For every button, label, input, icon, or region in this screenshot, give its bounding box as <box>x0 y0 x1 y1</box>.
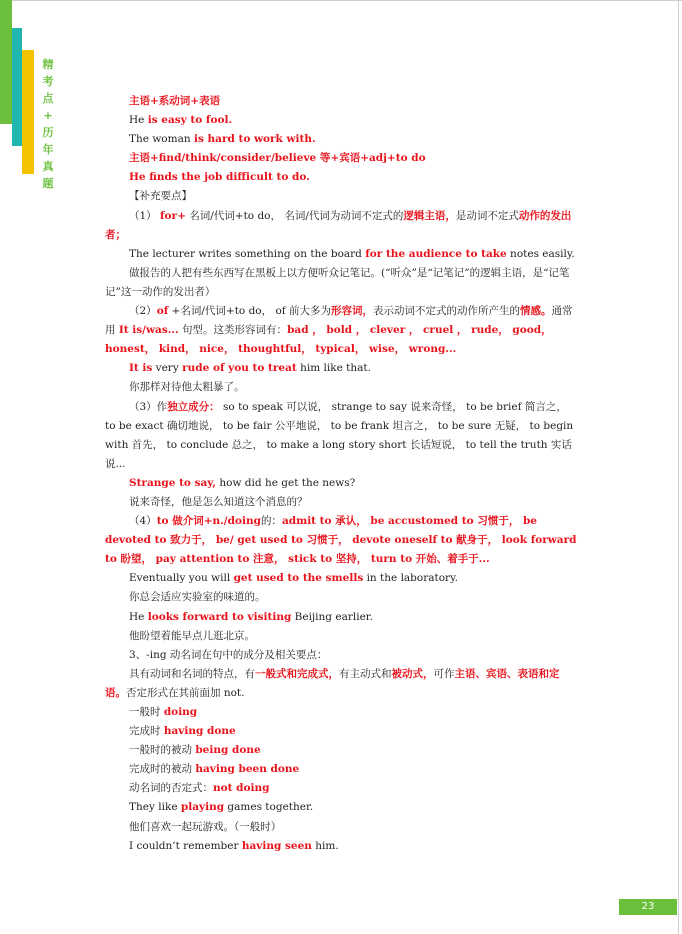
highlight-text: having seen <box>241 839 312 852</box>
body-text: 有主动式和 <box>339 667 392 680</box>
body-text: They like <box>129 801 181 814</box>
highlight-text: 独立成分： <box>167 400 220 413</box>
decor-bar-green <box>0 0 12 124</box>
highlight-text: 动作的发出者； <box>105 209 572 241</box>
highlight-text: looks forward to visiting <box>147 610 292 623</box>
highlight-text: rude of you to treat <box>182 362 297 375</box>
body-text: 完成时 <box>129 725 164 738</box>
text-paragraph <box>105 588 577 607</box>
text-paragraph <box>105 779 577 798</box>
body-text: 的： <box>260 515 282 528</box>
body-text: in the laboratory. <box>363 572 458 585</box>
body-text: The lecturer writes something on the board <box>129 247 366 260</box>
highlight-text: having done <box>163 725 236 738</box>
side-label-char: 考 <box>42 75 54 88</box>
text-paragraph <box>105 722 577 741</box>
body-text: （3）作 <box>129 400 168 413</box>
highlight-text: It is/was... <box>118 324 179 337</box>
highlight-text: is easy to fool. <box>147 114 233 127</box>
highlight-text: playing <box>180 801 225 814</box>
highlight-text: He finds the job difficult to do. <box>129 171 310 184</box>
text-paragraph <box>105 207 577 245</box>
highlight-text: 逻辑主语， <box>403 209 456 222</box>
text-paragraph <box>105 837 577 856</box>
body-text: notes easily. <box>506 247 575 260</box>
body-text: 【补充要点】 <box>129 190 192 203</box>
text-paragraph <box>105 130 577 149</box>
body-text: I couldn’t remember <box>129 839 242 852</box>
body-text: He <box>129 114 148 127</box>
body-text: 句型。这类形容词有： <box>178 324 288 337</box>
text-paragraph <box>105 245 577 264</box>
text-paragraph <box>105 512 577 569</box>
highlight-text: for the audience to take <box>365 247 507 260</box>
text-paragraph <box>105 378 577 397</box>
body-text: him like that. <box>296 362 371 375</box>
body-text: 是动词不定式 <box>455 209 519 222</box>
side-label-char: + <box>43 109 53 122</box>
body-text: 否定形式在其前面加 not. <box>126 686 245 699</box>
highlight-text: 情感。 <box>520 305 552 318</box>
text-paragraph <box>105 149 577 168</box>
text-paragraph <box>105 359 577 378</box>
text-paragraph <box>105 398 577 474</box>
highlight-text: admit to 承认， be accustomed to 习惯于， be devoted to 致力于， be/ get used to 习惯于， devote oneself to 献身于， look forward to 盼望， pay attention to 注意， stick to 坚持， turn to 开始、着手于... <box>105 515 577 566</box>
decor-bar-teal <box>12 28 22 146</box>
highlight-text: 主语+系动词+表语 <box>129 95 221 107</box>
text-paragraph <box>105 798 577 817</box>
body-text: 说来奇怪，他是怎么知道这个消息的？ <box>129 495 308 508</box>
side-label-char: 历 <box>42 126 54 139</box>
body-text: Eventually you will <box>129 572 234 585</box>
body-text: （2） <box>129 305 157 318</box>
text-paragraph <box>105 168 577 187</box>
body-text: 通常用 <box>105 305 573 337</box>
body-text: 一般时 <box>129 706 164 718</box>
highlight-text: get used to the smells <box>233 572 364 585</box>
highlight-text: 一般式和完成式， <box>255 667 339 680</box>
highlight-text: 被动式， <box>391 667 434 680</box>
body-text: +名词/代词+to do， of 前大多为 <box>168 305 331 318</box>
body-text: 动名词的否定式： <box>129 782 213 795</box>
text-paragraph <box>105 818 577 837</box>
text-paragraph <box>105 646 577 665</box>
body-text: Beijing earlier. <box>291 610 373 623</box>
highlight-text: being done <box>195 744 261 757</box>
text-paragraph <box>105 627 577 646</box>
text-paragraph <box>105 703 577 722</box>
text-paragraph <box>105 760 577 779</box>
body-text: how did he get the news? <box>216 476 356 489</box>
body-text: 你总会适应实验室的味道的。 <box>129 591 266 604</box>
body-text: 一般时的被动 <box>129 744 196 757</box>
right-rule <box>678 0 679 934</box>
side-label-char: 真 <box>42 160 54 173</box>
body-text: 完成时的被动 <box>129 763 196 776</box>
text-paragraph <box>105 302 577 359</box>
highlight-text: It is <box>129 362 153 375</box>
highlight-text: is hard to work with. <box>193 133 316 146</box>
text-paragraph <box>105 92 577 111</box>
text-paragraph <box>105 608 577 627</box>
highlight-text: 主语、宾语、表语和定语。 <box>105 667 560 699</box>
body-text: （4） <box>129 515 157 528</box>
body-text: very <box>152 362 183 375</box>
text-paragraph <box>105 493 577 512</box>
body-text: him. <box>311 839 339 852</box>
body-text: 做报告的人把有些东西写在黑板上以方便听众记笔记。(“听众”是“记笔记”的逻辑主语，是“记笔记”这一动作的发出者） <box>105 266 570 298</box>
body-text: He <box>129 610 148 623</box>
highlight-text: Strange to say, <box>129 476 217 489</box>
text-paragraph <box>105 665 577 703</box>
highlight-text: to 做介词+n./doing <box>156 515 261 528</box>
body-text: 你那样对待他太粗暴了。 <box>129 381 245 394</box>
side-label-char: 年 <box>42 143 54 156</box>
side-label-char: 题 <box>42 177 54 190</box>
highlight-text: having been done <box>195 763 300 776</box>
text-paragraph <box>105 264 577 302</box>
text-paragraph <box>105 741 577 760</box>
highlight-text: bad ， bold ， clever ， cruel ， rude， good， honest， kind， nice， thoughtful， typical， wise， wrong... <box>105 324 552 356</box>
body-text: 他们喜欢一起玩游戏。（一般时） <box>129 820 282 833</box>
body-text: （1） <box>129 209 161 222</box>
body-text: 名词/代词+to do， 名词/代词为动词不定式的 <box>185 209 404 222</box>
side-label-char: 点 <box>42 92 54 105</box>
body-text: 具有动词和名词的特点，有 <box>129 667 255 680</box>
highlight-text: doing <box>163 706 198 718</box>
body-text: The woman <box>129 133 194 146</box>
page-number: 23 <box>619 899 677 915</box>
highlight-text: 形容词， <box>331 305 373 318</box>
top-rule <box>0 0 682 1</box>
highlight-text: for+ <box>160 209 186 222</box>
decor-bar-yellow <box>22 50 34 174</box>
text-paragraph <box>105 187 577 206</box>
text-paragraph <box>105 111 577 130</box>
text-paragraph <box>105 569 577 588</box>
highlight-text: of <box>156 305 169 318</box>
highlight-text: 主语+find/think/consider/believe 等+宾语+adj+to do <box>129 152 426 165</box>
body-text: games together. <box>224 801 314 814</box>
body-text: 表示动词不定式的动作所产生的 <box>373 305 520 318</box>
body-text: 3、-ing 动名词在句中的成分及相关要点： <box>129 648 328 661</box>
body-text: 他盼望着能早点儿逛北京。 <box>129 629 255 642</box>
body-text: so to speak 可以说， strange to say 说来奇怪， to be brief 简言之， to be exact 确切地说， to be fair 公平地说， to be frank 坦言之， to be sure 无疑， to begin with 首先， to conclude 总之， to make a long story short 长话短说， to tell the truth 实话说... <box>105 400 574 470</box>
page-content <box>105 92 577 856</box>
highlight-text: not doing <box>213 782 270 795</box>
text-paragraph <box>105 474 577 493</box>
body-text: 可作 <box>433 667 455 680</box>
side-label-char: 精 <box>42 58 54 71</box>
section-side-label <box>40 56 56 192</box>
